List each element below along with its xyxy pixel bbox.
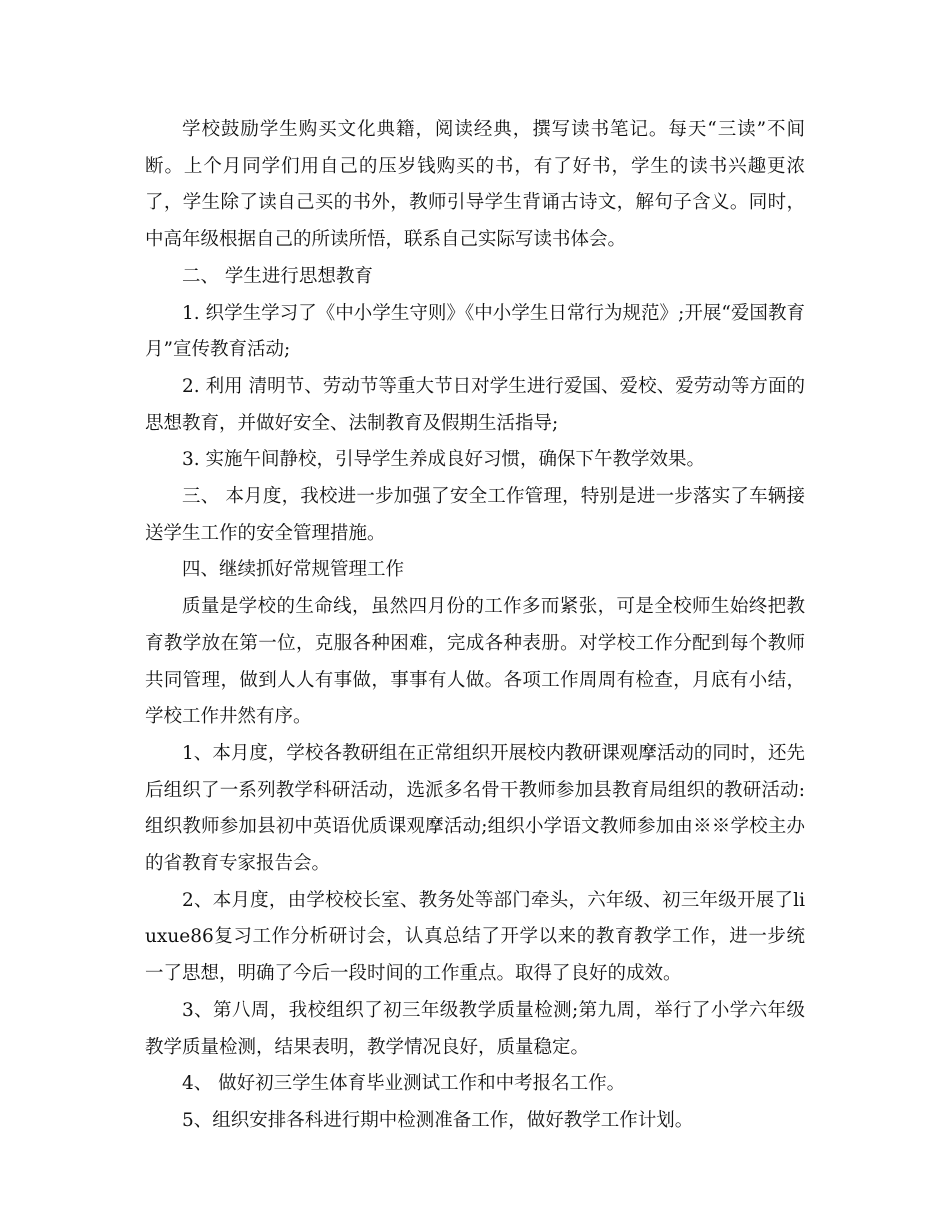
paragraph-point-4-pe-test: 4、 做好初三学生体育毕业测试工作和中考报名工作。	[182, 1073, 626, 1095]
paragraph-item-1-rules-study: 1. 织学生学习了《中小学生守则》《中小学生日常行为规范》;开展“爱国教育月”宣传教育活动;	[145, 302, 805, 361]
paragraph-item-3-noon-quiet: 3. 实施午间静校，引导学生养成良好习惯，确保下午教学效果。	[182, 449, 706, 471]
paragraph-point-5-midterm-prep: 5、组织安排各科进行期中检测准备工作，做好教学工作计划。	[182, 1109, 694, 1131]
paragraph-quality-lifeline: 质量是学校的生命线，虽然四月份的工作多而紧张，可是全校师生始终把教育教学放在第一位，克服各种困难，完成各种表册。对学校工作分配到每个教师共同管理，做到人人有事做，事事有人做。各项工作周周有检查，月底有小结，学校工作井然有序。	[145, 596, 805, 728]
paragraph-point-3-quality-testing: 3、第八周，我校组织了初三年级教学质量检测;第九周，举行了小学六年级教学质量检测，结果表明，教学情况良好，质量稳定。	[145, 999, 805, 1058]
paragraph-reading-activities: 学校鼓励学生购买文化典籍，阅读经典，撰写读书笔记。每天“三读”不间断。上个月同学们用自己的压岁钱购买的书，有了好书，学生的读书兴趣更浓了，学生除了读自己买的书外，教师引导学生背诵古诗文，解句子含义。同时，中高年级根据自己的所读所悟，联系自己实际写读书体会。	[145, 119, 805, 251]
paragraph-item-2-holiday-education: 2. 利用 清明节、劳动节等重大节日对学生进行爱国、爱校、爱劳动等方面的思想教育，并做好安全、法制教育及假期生活指导;	[145, 375, 805, 434]
heading-routine-management: 四、继续抓好常规管理工作	[182, 559, 405, 581]
heading-safety-management: 三、 本月度，我校进一步加强了安全工作管理，特别是进一步落实了车辆接送学生工作的安全管理措施。	[145, 486, 805, 544]
paragraph-point-1-research-activities: 1、本月度，学校各教研组在正常组织开展校内教研课观摩活动的同时，还先后组织了一系列教学科研活动，选派多名骨干教师参加县教育局组织的教研活动:组织教师参加县初中英语优质课观摩活动;组织小学语文教师参加由※※学校主办的省教育专家报告会。	[145, 742, 805, 875]
paragraph-point-2-review-seminar: 2、本月度，由学校校长室、教务处等部门牵头，六年级、初三年级开展了liuxue86复习工作分析研讨会，认真总结了开学以来的教育教学工作，进一步统一了思想，明确了今后一段时间的工作重点。取得了良好的成效。	[145, 889, 805, 985]
heading-ideological-education: 二、 学生进行思想教育	[182, 265, 373, 287]
document-body	[145, 112, 805, 1140]
